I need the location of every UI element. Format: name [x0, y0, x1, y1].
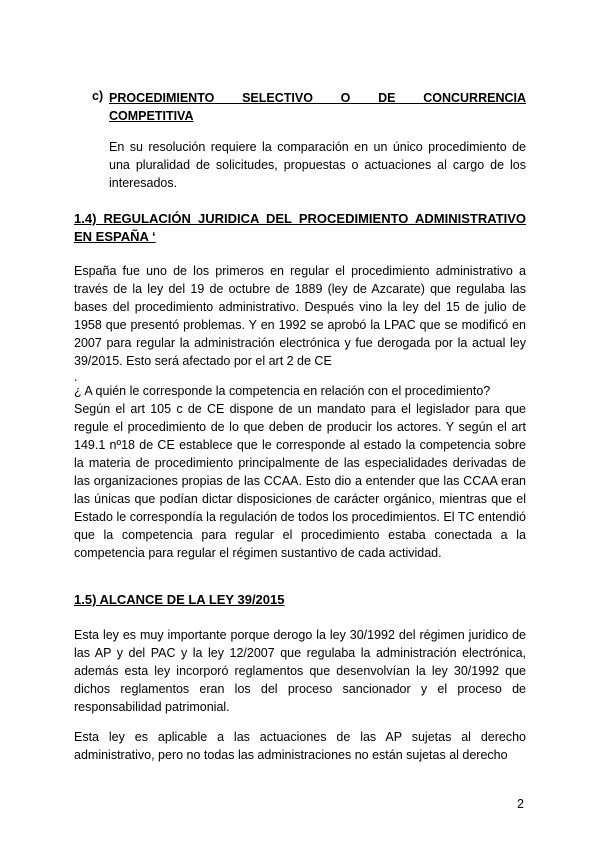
- section-1-4-heading: [74, 210, 526, 246]
- item-c-heading: [109, 89, 526, 125]
- item-c-marker: c): [92, 89, 104, 103]
- stray-dot: .: [74, 370, 78, 384]
- section-1-4-paragraph-2: Según el art 105 c de CE dispone de un mandato para el legislador para que regule el procedimiento de lo que deben de producir los actores. Y según el art 149.1 nº18 de CE establece que le corresponde al estado la competencia sobre la materia de procedimiento principalmente de las especialidades derivadas de las organizaciones propias de las CCAA. Esto dio a entender que las CCAA eran las únicas que podían dictar disposiciones de carácter orgánico, mientras que el Estado le correspondía la regulación de todos los procedimientos. El TC entendió que la competencia para regular el procedimiento estaba conectada a la competencia para regular el régimen sustantivo de cada actividad.: [74, 402, 526, 560]
- section-1-5-heading: 1.5) ALCANCE DE LA LEY 39/2015: [74, 592, 285, 607]
- item-c-block: [92, 89, 526, 125]
- section-1-4-question: ¿ A quién le corresponde la competencia en relación con el procedimiento?: [74, 384, 491, 398]
- section-1-5-paragraph-1: Esta ley es muy importante porque derogo la ley 30/1992 del régimen juridico de las AP y del PAC y la ley 12/2007 que regulaba la administración electrónica, además esta ley incorporó reglamentos que desenvolvían la ley 30/1992 que dichos reglamentos eran los del proceso sancionador y el proceso de responsabilidad patrimonial.: [74, 628, 526, 714]
- section-1-5-paragraph-2: Esta ley es aplicable a las actuaciones de las AP sujetas al derecho administrativo, pero no todas las administraciones no están sujetas al derecho: [74, 730, 526, 762]
- section-1-4-heading-line2: EN ESPAÑA ‘: [74, 229, 156, 244]
- section-1-4-paragraph-1: España fue uno de los primeros en regular el procedimiento administrativo a través de la ley del 19 de octubre de 1889 (ley de Azcarate) que regulaba las bases del procedimiento administrativo. Después vino la ley del 15 de julio de 1958 que presentó problemas. Y en 1992 se aprobó la LPAC que se modificó en 2007 para regular la administración electrónica y fue derogada por la actual ley 39/2015. Esto será afectado por el art 2 de CE: [74, 264, 526, 368]
- item-c-heading-line2: COMPETITIVA: [109, 109, 194, 123]
- item-c-heading-line1: PROCEDIMIENTO SELECTIVO O DE CONCURRENCIA: [109, 91, 526, 105]
- section-1-4-heading-line1: 1.4) REGULACIÓN JURIDICA DEL PROCEDIMIENTO ADMINISTRATIVO: [74, 211, 526, 226]
- page-number: 2: [517, 797, 524, 811]
- item-c-text: En su resolución requiere la comparación en un único procedimiento de una pluralidad de solicitudes, propuestas o actuaciones al cargo de los interesados.: [109, 140, 526, 190]
